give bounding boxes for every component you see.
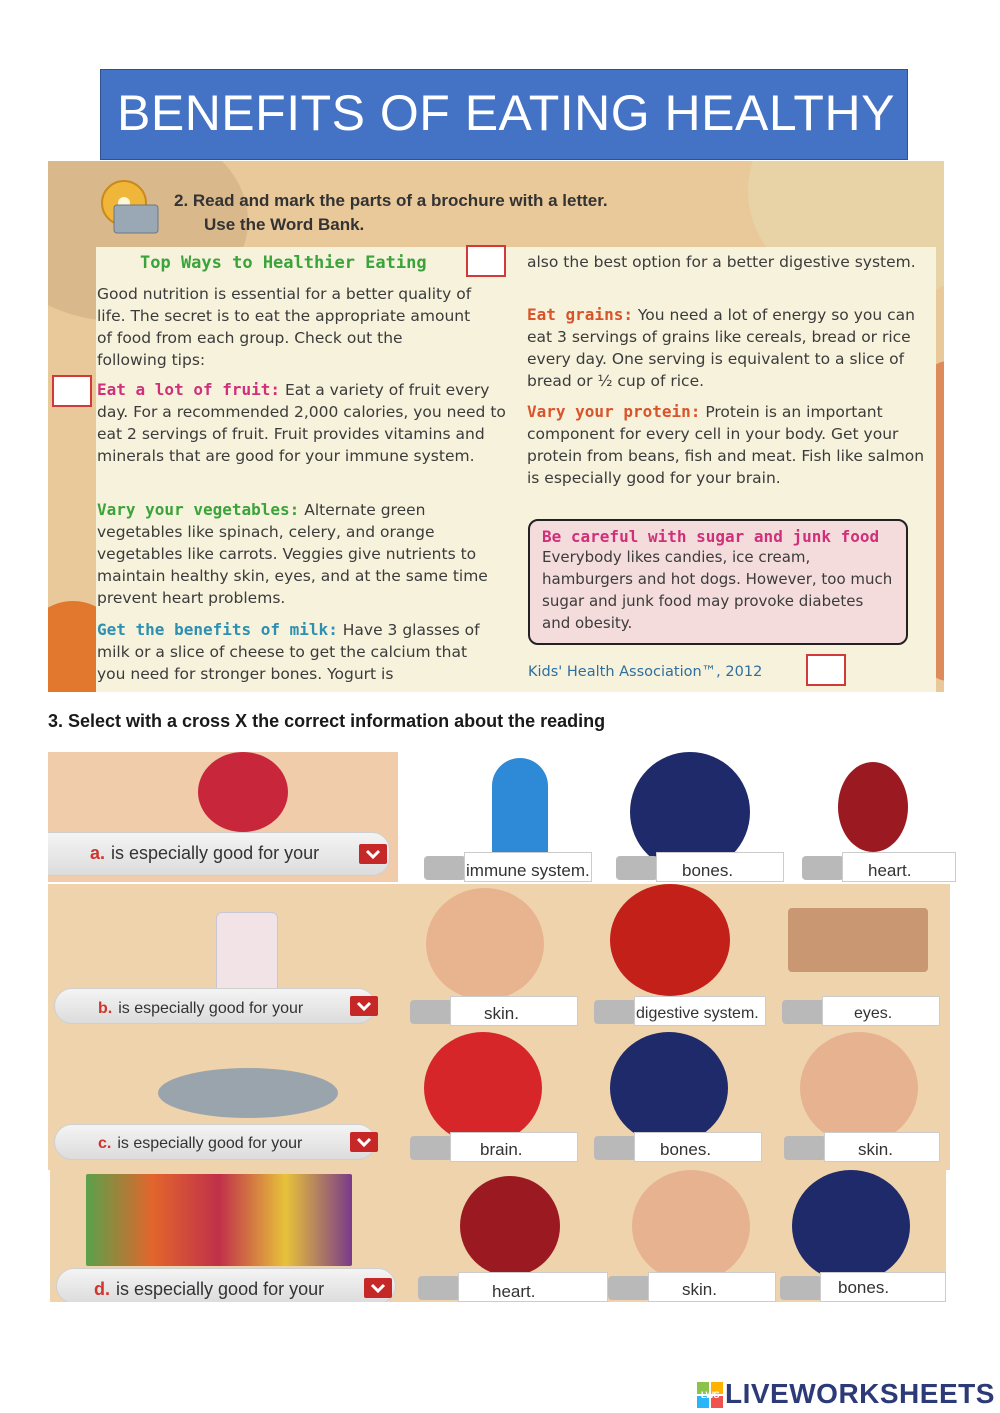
option-a1-label: immune system. xyxy=(466,861,590,880)
row-a-text: is especially good for your xyxy=(111,843,320,863)
option-a2-label: bones. xyxy=(682,861,734,880)
brain-image xyxy=(424,1032,542,1144)
row-a-food-panel xyxy=(48,752,398,882)
option-d3-label: bones. xyxy=(838,1278,890,1297)
option-c2-label: bones. xyxy=(660,1140,712,1159)
row-d-sentence-text xyxy=(94,1279,324,1300)
answer-box-fruit[interactable] xyxy=(52,375,92,407)
option-b3-label: eyes. xyxy=(854,1005,893,1022)
protein-heading: Vary your protein: xyxy=(527,402,701,421)
row-b-text: is especially good for your xyxy=(118,1000,304,1017)
row-b-panel xyxy=(48,884,950,1032)
brochure-headline: Top Ways to Healthier Eating xyxy=(140,253,427,273)
row-c-dropdown[interactable] xyxy=(350,1132,378,1152)
row-a-sentence-text xyxy=(90,843,319,864)
vegetables-image xyxy=(86,1174,352,1266)
brochure-instruction-2: Use the Word Bank. xyxy=(204,215,365,234)
row-d-dropdown[interactable] xyxy=(364,1278,392,1298)
row-a-dropdown[interactable] xyxy=(359,844,387,864)
row-a-options-panel xyxy=(398,752,956,882)
grains-text: You need a lot of energy so you can eat 3 servings of grains like cereals, bread or rice every day. One serving is equivalent to a slice of bread or ½ cup of rice. xyxy=(527,306,915,390)
sugar-warning-box xyxy=(528,519,908,645)
option-d1-label: heart. xyxy=(492,1282,536,1301)
brochure-footer: Kids' Health Association™, 2012 xyxy=(528,664,763,680)
heart-image xyxy=(838,762,908,852)
milk-text: Have 3 glasses of milk or a slice of cheese to get the calcium that you need for stronger bones. Yogurt is xyxy=(97,621,480,683)
brochure-image xyxy=(48,161,944,692)
fruit-paragraph xyxy=(97,379,507,467)
digestive-system-image xyxy=(610,884,730,996)
brochure-instruction: 2. Read and mark the parts of a brochure with a letter. xyxy=(174,191,608,210)
option-d2-checkbox[interactable] xyxy=(608,1276,650,1300)
option-b2-checkbox[interactable] xyxy=(594,1000,636,1024)
heart-image xyxy=(460,1176,560,1276)
salmon-image xyxy=(158,1068,338,1118)
row-c-sentence-text xyxy=(98,1135,302,1153)
option-a3-checkbox[interactable] xyxy=(802,856,844,880)
audio-cd-icon xyxy=(94,179,164,237)
bones-xray-image xyxy=(792,1170,910,1282)
fruit-heading: Eat a lot of fruit: xyxy=(97,380,281,399)
liveworksheets-logo-icon xyxy=(697,1382,723,1408)
yogurt-image xyxy=(216,912,278,994)
answer-box-headline[interactable] xyxy=(466,245,506,277)
option-d2-label: skin. xyxy=(682,1280,717,1299)
milk-heading: Get the benefits of milk: xyxy=(97,620,338,639)
vegetables-text: Alternate green vegetables like spinach, celery, and orange vegetables like carrots. Veggies give nutrients to maintain healthy skin, eyes, and at the same time prevent heart problems. xyxy=(97,501,488,607)
row-c-letter: c. xyxy=(98,1135,112,1152)
option-c3-checkbox[interactable] xyxy=(784,1136,826,1160)
option-b3-checkbox[interactable] xyxy=(782,1000,824,1024)
option-a3-label: heart. xyxy=(868,861,912,880)
grains-heading: Eat grains: xyxy=(527,305,633,324)
question-3-instruction: 3. Select with a cross X the correct information about the reading xyxy=(48,711,606,731)
option-d1-checkbox[interactable] xyxy=(418,1276,460,1300)
chevron-down-icon xyxy=(356,1000,372,1012)
row-b-sentence-text xyxy=(98,1000,303,1018)
answer-box-footer[interactable] xyxy=(806,654,846,686)
eyes-image xyxy=(788,908,928,972)
sugar-text: Everybody likes candies, ice cream, hamburgers and hot dogs. However, too much sugar and junk food may provoke diabetes and obesity. xyxy=(542,548,893,632)
row-b-dropdown[interactable] xyxy=(350,996,378,1016)
row-d-letter: d. xyxy=(94,1279,110,1299)
bones-xray-image xyxy=(610,1032,728,1144)
intro-paragraph: Good nutrition is essential for a better quality of life. The secret is to eat the appropriate amount of food from each group. Check out the following tips: xyxy=(97,285,472,369)
option-c3-label: skin. xyxy=(858,1140,893,1159)
option-a2-checkbox[interactable] xyxy=(616,856,658,880)
option-b2-label: digestive system. xyxy=(636,1005,759,1022)
sugar-heading: Be careful with sugar and junk food xyxy=(542,527,880,546)
option-c1-checkbox[interactable] xyxy=(410,1136,452,1160)
option-c2-checkbox[interactable] xyxy=(594,1136,636,1160)
logo-mark-text: LWS xyxy=(701,1390,719,1400)
face-skin-image xyxy=(632,1170,750,1282)
row-c-panel xyxy=(48,1032,950,1170)
protein-paragraph xyxy=(527,401,935,489)
face-skin-image xyxy=(800,1032,918,1144)
milk-paragraph xyxy=(97,619,497,685)
chevron-down-icon xyxy=(356,1136,372,1148)
option-a1-checkbox[interactable] xyxy=(424,856,466,880)
option-b1-checkbox[interactable] xyxy=(410,1000,452,1024)
option-c1-label: brain. xyxy=(480,1140,523,1159)
vegetables-heading: Vary your vegetables: xyxy=(97,500,300,519)
chevron-down-icon xyxy=(365,848,381,860)
chevron-down-icon xyxy=(370,1282,386,1294)
logo-text: LIVEWORKSHEETS xyxy=(725,1378,995,1409)
face-skin-image xyxy=(426,888,544,1000)
grains-paragraph xyxy=(527,304,935,392)
title-banner xyxy=(100,69,908,160)
row-a-letter: a. xyxy=(90,843,106,863)
row-b-letter: b. xyxy=(98,1000,113,1017)
option-b1-label: skin. xyxy=(484,1004,519,1023)
option-d3-checkbox[interactable] xyxy=(780,1276,822,1300)
raspberries-image xyxy=(198,752,288,832)
column2-continuation: also the best option for a better digestive system. xyxy=(527,253,916,271)
page-title: BENEFITS OF EATING HEALTHY xyxy=(117,85,895,141)
vegetables-paragraph xyxy=(97,499,497,609)
row-d-text: is especially good for your xyxy=(116,1279,325,1299)
row-c-text: is especially good for your xyxy=(117,1135,303,1152)
row-d-panel xyxy=(50,1170,946,1302)
fruit-text: Eat a variety of fruit every day. For a recommended 2,000 calories, you need to eat 2 servings of fruit. Fruit provides vitamins and minerals that are good for your immune system. xyxy=(97,381,506,465)
protein-text: Protein is an important component for every cell in your body. Get your protein from beans, fish and meat. Fish like salmon is especially good for your brain. xyxy=(527,403,925,487)
